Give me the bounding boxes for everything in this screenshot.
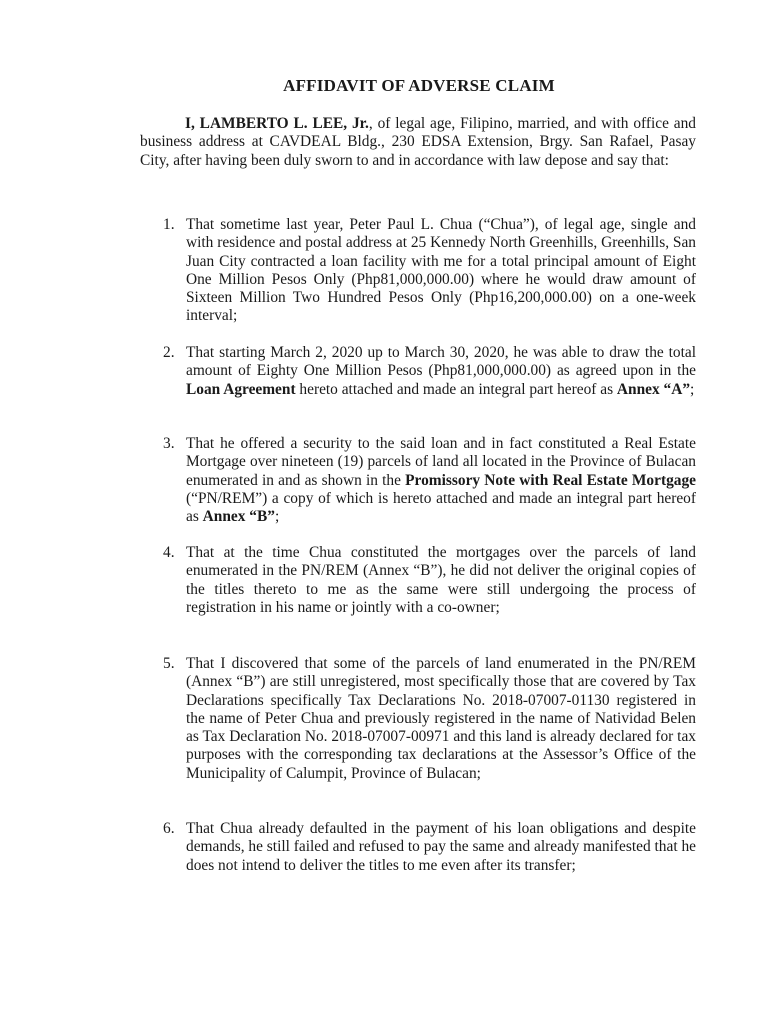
- annex-b-ref: Annex “B”: [202, 508, 275, 526]
- intro-text: , of legal age, Filipino, married, and with office and business address at CAVDEAL Bldg., 230 EDSA Extension, Brgy. San Rafael, Pasay City, after having been duly sworn to and in accordance with law depose and say that:: [140, 115, 696, 169]
- list-item: [140, 820, 696, 875]
- item-number: 2.: [163, 344, 175, 361]
- item-text-part: ;: [690, 380, 695, 398]
- item-text-part: ;: [274, 508, 280, 526]
- item-number: 6.: [163, 820, 175, 837]
- item-text: That at the time Chua constituted the mortgages over the parcels of land enumerated in the PN/REM (Annex “B”), he did not deliver the original copies of the titles thereto to me as the same were still undergoing the process of registration in his name or jointly with a co-owner;: [186, 544, 696, 616]
- item-number: 4.: [163, 544, 175, 561]
- intro-paragraph: [140, 115, 696, 170]
- list-item: [140, 655, 696, 783]
- affiant-name: I, LAMBERTO L. LEE, Jr.: [185, 115, 369, 132]
- annex-a-ref: Annex “A”: [616, 380, 691, 398]
- document-title: AFFIDAVIT OF ADVERSE CLAIM: [283, 76, 555, 95]
- item-text: That Chua already defaulted in the payment of his loan obligations and despite demands, he still failed and refused to pay the same and already manifested that he does not intend to deliver the titles to me even after its transfer;: [186, 820, 696, 874]
- item-text-part: (“PN/REM”) a copy of which is hereto attached and made an integral part hereof as: [186, 489, 696, 526]
- item-number: 5.: [163, 655, 175, 672]
- item-text-part: hereto attached and made an integral part hereof as: [295, 380, 617, 398]
- item-number: 1.: [163, 216, 175, 233]
- loan-agreement-ref: Loan Agreement: [186, 380, 296, 398]
- pn-rem-ref: Promissory Note with Real Estate Mortgage: [405, 471, 696, 489]
- item-text-part: That starting March 2, 2020 up to March 30, 2020, he was able to draw the total amount of Eighty One Million Pesos (Php81,000,000.00) as agreed upon in the: [186, 344, 696, 380]
- item-text: [186, 435, 696, 526]
- list-item: [140, 216, 696, 326]
- list-item: [140, 544, 696, 617]
- item-text: That I discovered that some of the parcels of land enumerated in the PN/REM (Annex “B”) are still unregistered, most specifically those that are covered by Tax Declarations specifically Tax Declarations No. 2018-07007-01130 registered in the name of Peter Chua and previously registered in the name of Natividad Belen as Tax Declaration No. 2018-07007-00971 and this land is already declared for tax purposes with the corresponding tax declarations at the Assessor’s Office of the Municipality of Calumpit, Province of Bulacan;: [186, 655, 696, 782]
- list-item: [140, 435, 696, 526]
- item-text: That sometime last year, Peter Paul L. Chua (“Chua”), of legal age, single and with residence and postal address at 25 Kennedy North Greenhills, Greenhills, San Juan City contracted a loan facility with me for a total principal amount of Eight One Million Pesos Only (Php81,000,000.00) where he would draw amount of Sixteen Million Two Hundred Pesos Only (Php16,200,000.00) on a one-week interval;: [186, 216, 696, 325]
- item-text: [186, 344, 696, 399]
- item-number: 3.: [163, 435, 175, 452]
- item-text-part: That he offered a security to the said loan and in fact constituted a Real Estate Mortgage over nineteen (19) parcels of land all located in the Province of Bulacan enumerated in and as shown in the: [186, 435, 696, 489]
- list-item: [140, 344, 696, 399]
